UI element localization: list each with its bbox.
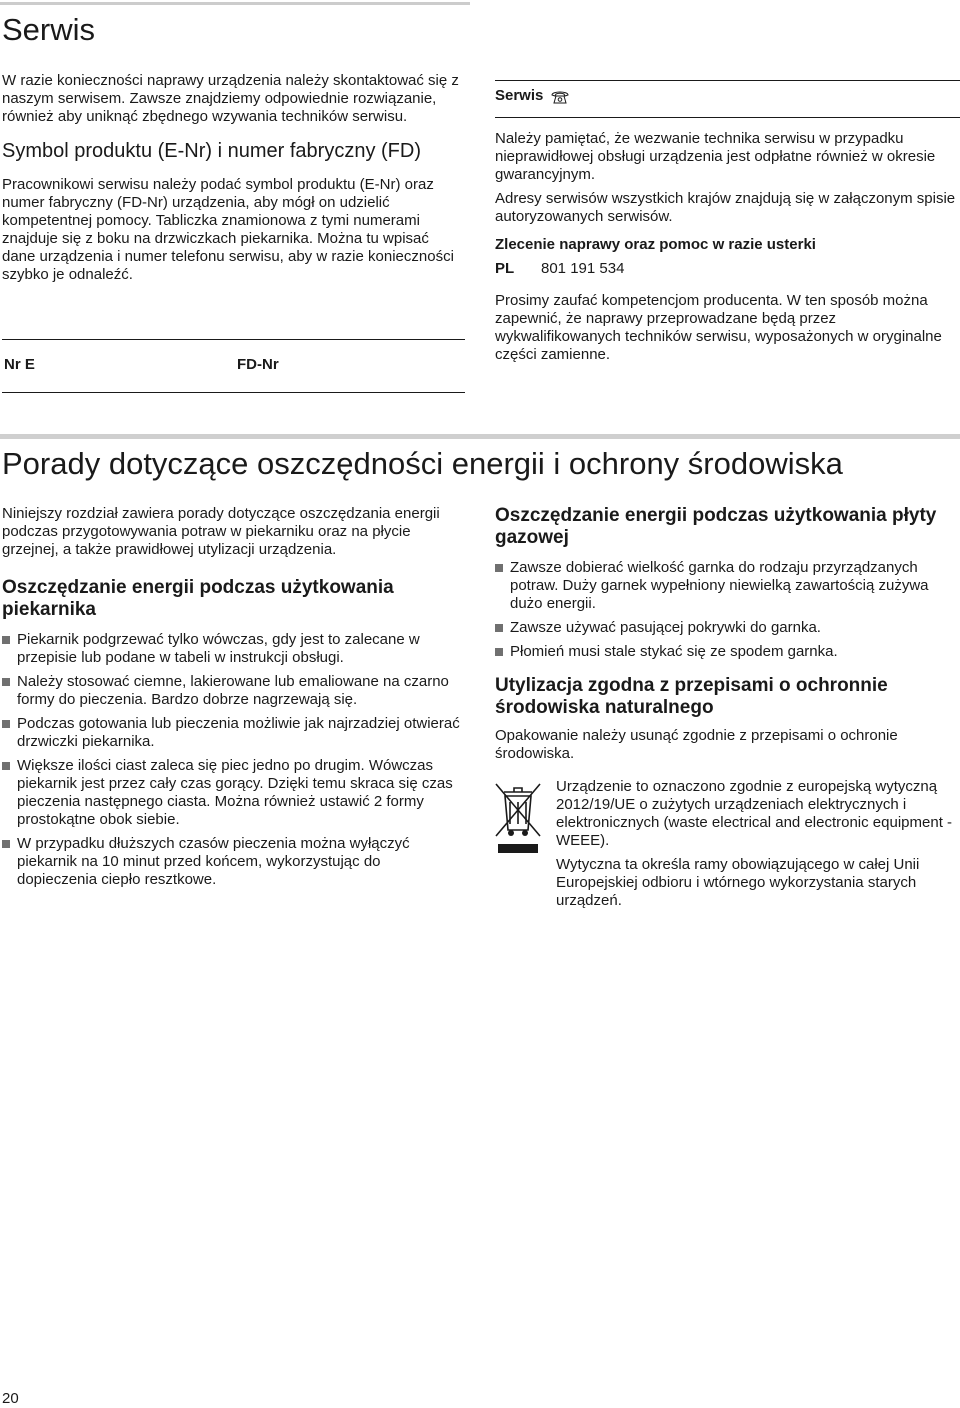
gas-energy-heading: Oszczędzanie energii podczas użytkowania płyty gazowej (495, 505, 937, 548)
oven-energy-heading: Oszczędzanie energii podczas użytkowania piekarnika (2, 577, 394, 620)
title-rule (0, 2, 470, 5)
service-contact-box (495, 80, 960, 364)
service-addresses-note: Adresy serwisów wszystkich krajów znajdują się w załączonym spisie autoryzowanych serwisów. (495, 190, 956, 225)
list-item: Płomień musi stale stykać się ze spodem garnka. (495, 643, 957, 661)
repair-order-heading: Zlecenie naprawy oraz pomoc w razie usterki (495, 236, 816, 253)
enr-label: Nr E (4, 356, 35, 373)
page-title: Serwis (2, 12, 96, 47)
product-symbol-text: Pracownikowi serwisu należy podać symbol produktu (E-Nr) oraz numer fabryczny (FD-Nr) urządzenia, aby mógł on udzielić kompetentnej pomocy. Tabliczka znamionowa z tymi numerami znajduje się z boku na drzwiczkach piekarnika. Można tu wpisać dane urządzenia i numer telefonu serwisu, aby w razie konieczności szybko je odnaleźć. (2, 176, 454, 283)
list-item: Piekarnik podgrzewać tylko wówczas, gdy jest to zalecane w przepisie lub podane w tabeli w instrukcji obsługi. (2, 631, 464, 667)
service-intro-column (2, 72, 464, 284)
country-code: PL (495, 260, 515, 277)
service-phone-row (495, 260, 960, 278)
disposal-heading: Utylizacja zgodna z przepisami o ochronnie środowiska naturalnego (495, 675, 888, 718)
list-item: Należy stosować ciemne, lakierowane lub emaliowane na czarno formy do pieczenia. Bardzo dobrze nagrzewają się. (2, 673, 464, 709)
bullet-icon (2, 762, 10, 770)
bullet-icon (2, 678, 10, 686)
phone-icon (551, 89, 569, 103)
oven-tips-list (2, 631, 464, 889)
list-item: Podczas gotowania lub pieczenia możliwie jak najrzadziej otwierać drzwiczki piekarnika. (2, 715, 464, 751)
service-box-header (495, 85, 960, 107)
gas-and-disposal-column (495, 505, 957, 763)
bullet-icon (2, 720, 10, 728)
list-item: Zawsze dobierać wielkość garnka do rodzaju przyrządzanych potraw. Duży garnek wypełniony niewielką zawartością zużywa dużo energii. (495, 559, 957, 613)
rating-plate-fields (2, 339, 465, 393)
weee-scope-text: Wytyczna ta określa ramy obowiązującego w całej Unii Europejskiej odbioru i wtórnego wykorzystania starych urządzeń. (556, 856, 920, 909)
service-box-top-rule (495, 80, 960, 81)
service-intro-text: W razie konieczności naprawy urządzenia należy skontaktować się z naszym serwisem. Zawsze znajdziemy odpowiednie rozwiązanie, również aby uniknąć zbędnego wzywania techników serwisu. (2, 72, 459, 125)
section-title: Porady dotyczące oszczędności energii i ochrony środowiska (2, 446, 843, 481)
bullet-icon (495, 564, 503, 572)
section-intro-text: Niniejszy rozdział zawiera porady dotyczące oszczędzania energii podczas przygotowywania potraw w piekarniku oraz na płycie grzejnej, a także prawidłowej utylizacji urządzenia. (2, 505, 440, 558)
service-paid-note: Należy pamiętać, że wezwanie technika serwisu w przypadku nieprawidłowej obsługi urządzenia jest odpłatne również w okresie gwarancyjnym. (495, 130, 936, 183)
bullet-icon (495, 624, 503, 632)
weee-directive-text: Urządzenie to oznaczono zgodnie z europejską wytyczną 2012/19/UE o zużytych urządzeniach elektrycznych i elektronicznych (waste electrical and electronic equipment - WEEE). (556, 778, 953, 849)
bullet-icon (2, 840, 10, 848)
weee-info (556, 778, 960, 910)
section-rule (0, 434, 960, 439)
service-phone-number: 801 191 534 (541, 260, 625, 277)
list-item: Zawsze używać pasującej pokrywki do garnka. (495, 619, 957, 637)
packaging-disposal-text: Opakowanie należy usunąć zgodnie z przepisami o ochronie środowiska. (495, 727, 898, 762)
manufacturer-trust-note: Prosimy zaufać kompetencjom producenta. W ten sposób można zapewnić, że naprawy przeprowadzane będą przez wykwalifikowanych techników serwisu, wyposażonych w oryginalne części zamienne. (495, 292, 942, 363)
bullet-icon (2, 636, 10, 644)
service-box-header-rule (495, 117, 960, 118)
crossed-out-wheelie-bin-icon (492, 780, 544, 858)
bullet-icon (495, 648, 503, 656)
oven-energy-column (2, 505, 464, 895)
list-item: Większe ilości ciast zaleca się piec jedno po drugim. Wówczas piekarnik jest przez cały czas gorący. Dzięki temu skraca się czas pieczenia następnego ciasta. Można również ustawić 2 formy prostokątne obok siebie. (2, 757, 464, 829)
list-item: W przypadku dłuższych czasów pieczenia można wyłączyć piekarnik na 10 minut przed końcem, wykorzystując do dopieczenia ciepło resztkowe. (2, 835, 464, 889)
page-number: 20 (2, 1390, 19, 1407)
fdnr-label: FD-Nr (237, 356, 279, 373)
product-symbol-heading: Symbol produktu (E-Nr) i numer fabryczny (FD) (2, 140, 421, 162)
gas-tips-list (495, 559, 957, 661)
service-label: Serwis (495, 87, 544, 104)
